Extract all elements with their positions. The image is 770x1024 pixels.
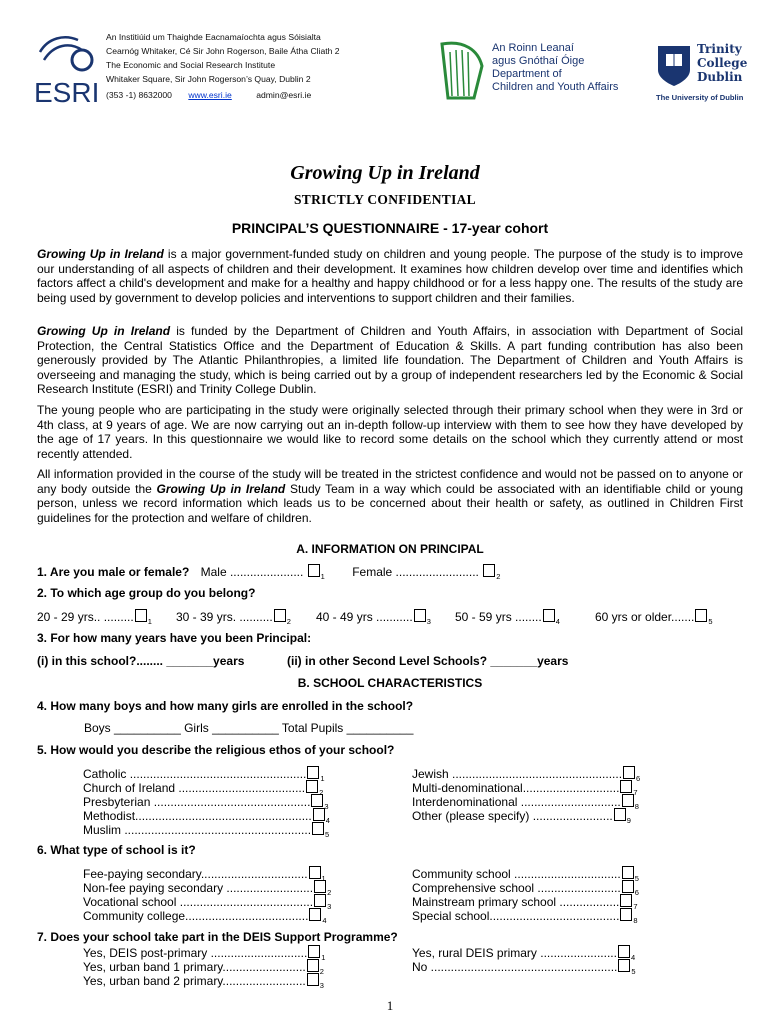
q6-option-label: Community college..................................... <box>83 909 309 923</box>
q2-option-label: 50 - 59 yrs ........ <box>455 610 542 624</box>
q6-option-label: Non-fee paying secondary .......................... <box>83 881 314 895</box>
option-code: 2 <box>319 967 324 976</box>
q7-option-label: No ........................................................ <box>412 960 618 974</box>
q6-option-label: Vocational school ........................................ <box>83 895 314 909</box>
questionnaire-title: PRINCIPAL’S QUESTIONNAIRE - 17-year cohort <box>231 220 549 236</box>
option-code: 7 <box>633 902 638 911</box>
esri-address <box>106 30 340 86</box>
q6-option-label: Comprehensive school ......................... <box>412 881 621 895</box>
intro-paragraph-1 <box>37 247 743 305</box>
q6-checkbox[interactable] <box>314 894 326 907</box>
esri-address-line: Whitaker Square, Sir John Rogerson’s Quay, Dublin 2 <box>106 74 311 84</box>
q7-checkbox[interactable] <box>307 959 319 972</box>
esri-address-line: Cearnóg Whitaker, Cé Sir John Rogerson, Baile Átha Cliath 2 <box>106 46 340 56</box>
q2-option <box>595 609 713 629</box>
option-code: 2 <box>496 572 501 581</box>
q5-checkbox[interactable] <box>307 766 319 779</box>
option-code: 3 <box>426 617 431 626</box>
q6-checkbox[interactable] <box>309 908 321 921</box>
option-code: 4 <box>555 617 560 626</box>
q5-option-label: Catholic ..................................................... <box>83 767 307 781</box>
option-code: 4 <box>630 953 636 962</box>
option-code: 6 <box>636 774 641 783</box>
q7-checkbox[interactable] <box>307 973 319 986</box>
q2-label: 2. To which age group do you belong? <box>37 586 256 600</box>
q6-option-label: Mainstream primary school .................. <box>412 895 620 909</box>
q2-checkbox[interactable] <box>543 609 555 622</box>
q4-label: 4. How many boys and how many girls are enrolled in the school? <box>37 699 414 713</box>
option-code: 1 <box>321 953 326 962</box>
q1-option-male: Male ...................... <box>200 565 304 579</box>
esri-logo <box>34 30 100 104</box>
q7-option-label: Yes, rural DEIS primary ....................... <box>412 946 617 960</box>
q2-option <box>176 609 291 629</box>
q6-option-label: Community school ................................ <box>412 867 621 881</box>
q1-label: 1. Are you male or female? <box>37 565 190 579</box>
q2-option <box>455 609 560 629</box>
option-code: 6 <box>634 888 639 897</box>
q2-checkbox[interactable] <box>135 609 147 622</box>
q5-option-label: Presbyterian ............................................... <box>83 795 311 809</box>
q5-label: 5. How would you describe the religious ethos of your school? <box>37 743 395 757</box>
tcd-subtitle: The University of Dublin <box>656 93 744 102</box>
q2-option-label: 60 yrs or older....... <box>595 610 695 624</box>
option-code: 4 <box>325 816 330 825</box>
esri-address-line: The Economic and Social Research Institute <box>106 60 276 70</box>
q2-option <box>37 609 152 629</box>
option-code: 3 <box>324 802 329 811</box>
q5-option-label: Methodist..................................................... <box>83 809 312 823</box>
study-name: Growing Up in Ireland <box>37 324 171 338</box>
dcya-line: Children and Youth Affairs <box>492 81 619 93</box>
option-code: 7 <box>633 788 638 797</box>
esri-phone: (353 -1) 8632000 <box>106 90 172 100</box>
esri-logo-text: ESRI <box>34 77 100 104</box>
option-code: 2 <box>319 788 324 797</box>
q5-option-label: Multi-denominational............................. <box>412 781 620 795</box>
q5-checkbox[interactable] <box>623 766 635 779</box>
q2-option-label: 30 - 39 yrs. .......... <box>176 610 273 624</box>
q1-row <box>37 564 500 584</box>
q5-checkbox[interactable] <box>306 780 318 793</box>
tcd-crest-icon <box>656 44 692 88</box>
q4-enrolment-line: Boys __________ Girls __________ Total Pupils __________ <box>84 721 414 735</box>
intro-paragraph-4 <box>37 467 743 525</box>
section-b-heading: B. SCHOOL CHARACTERISTICS <box>297 676 483 690</box>
q5-checkbox[interactable] <box>312 822 324 835</box>
option-code: 5 <box>325 830 330 839</box>
q7-checkbox[interactable] <box>618 959 630 972</box>
dcya-line: An Roinn Leanaí <box>492 42 574 54</box>
option-code: 5 <box>634 874 639 883</box>
q6-option-label: Special school....................................... <box>412 909 620 923</box>
intro-text: is funded by the Department of Children and Youth Affairs, in association with Department of Social Protection, the Central Statistics Office and the Department of Education & Skills. A part funding contribution has also been generously provided by The Atlantic Philanthropies, a limited life foundation. The Department of Children and Youth Affairs is overseeing and managing the study, which is being carried out by a group of independent researchers led by the Economic & Social Research Institute (ESRI) and Trinity College Dublin. <box>37 324 743 397</box>
q6-option <box>83 908 327 928</box>
q2-checkbox[interactable] <box>274 609 286 622</box>
q6-checkbox[interactable] <box>620 894 632 907</box>
q5-checkbox[interactable] <box>614 808 626 821</box>
q7-checkbox[interactable] <box>308 945 320 958</box>
q6-checkbox[interactable] <box>309 866 321 879</box>
q6-checkbox[interactable] <box>620 908 632 921</box>
q6-option <box>412 908 638 928</box>
q6-label: 6. What type of school is it? <box>37 843 196 857</box>
q2-option-label: 20 - 29 yrs.. ......... <box>37 610 134 624</box>
q6-checkbox[interactable] <box>622 866 634 879</box>
option-code: 1 <box>320 774 325 783</box>
intro-text: Study Team in a way which could be associated with an identifiable child or young person, unless we record information which leads us to be concerned about their health or safety, as outlined in Children First guidelines for the protection and welfare of children. <box>37 481 743 525</box>
q7-option-label: Yes, urban band 1 primary......................... <box>83 960 306 974</box>
q5-option-label: Church of Ireland ...................................... <box>83 781 306 795</box>
option-code: 8 <box>633 916 638 925</box>
q7-option <box>412 959 636 979</box>
esri-contact <box>106 90 311 100</box>
intro-paragraph-2 <box>37 324 743 397</box>
q3-label: 3. For how many years have you been Principal: <box>37 631 312 645</box>
option-code: 9 <box>626 816 631 825</box>
option-code: 5 <box>708 617 713 626</box>
option-code: 3 <box>327 902 332 911</box>
q7-option <box>83 973 324 993</box>
dcya-name <box>492 42 618 94</box>
esri-email: admin@esri.ie <box>256 90 312 100</box>
option-code: 8 <box>634 802 639 811</box>
confidential-label: STRICTLY CONFIDENTIAL <box>294 192 476 207</box>
section-a-heading: A. INFORMATION ON PRINCIPAL <box>296 542 484 556</box>
option-code: 1 <box>147 617 152 626</box>
study-name: Growing Up in Ireland <box>37 247 164 261</box>
esri-address-line: An Institiúid um Thaighde Eacnamaíochta agus Sóisialta <box>106 32 321 42</box>
page-number: 1 <box>386 998 394 1013</box>
q7-label: 7. Does your school take part in the DEIS Support Programme? <box>37 930 398 944</box>
q1-checkbox-male[interactable] <box>308 564 320 577</box>
q7-option-label: Yes, urban band 2 primary......................... <box>83 974 306 988</box>
q2-option <box>316 609 431 629</box>
intro-text: is a major government-funded study on children and young people. The purpose of the study is to improve our understanding of all aspects of children and their development. It examines how children develop over time and identifies which factors affect a child's development and make for a healthy and happy childhood or for a less happy one. The results of the study are being used by government to develop policies and interventions to support children and their families. <box>37 247 743 305</box>
q6-checkbox[interactable] <box>314 880 326 893</box>
q5-option-label: Jewish ................................................... <box>412 767 623 781</box>
q5-option <box>412 808 631 828</box>
esri-web-link[interactable]: www.esri.ie <box>188 90 232 100</box>
option-code: 2 <box>286 617 291 626</box>
tcd-line: Trinity <box>697 42 742 56</box>
option-code: 2 <box>327 888 332 897</box>
q5-checkbox[interactable] <box>620 780 632 793</box>
q1-option-female: Female ......................... <box>352 565 479 579</box>
q5-option <box>83 822 329 842</box>
option-code: 3 <box>319 981 324 990</box>
dcya-line: Department of <box>492 68 562 80</box>
q5-checkbox[interactable] <box>622 794 634 807</box>
q2-option-label: 40 - 49 yrs ........... <box>316 610 413 624</box>
q3-this-school: (i) in this school?........ _______years <box>37 654 245 668</box>
q6-option-label: Fee-paying secondary................................ <box>83 867 308 881</box>
tcd-name <box>697 42 747 84</box>
intro-text: All information provided in the course of the study will be treated in the strictest confidence and would not be passed on to anyone or any body outside the <box>37 467 743 496</box>
option-code: 4 <box>322 916 327 925</box>
q5-option-label: Interdenominational .............................. <box>412 795 621 809</box>
q2-checkbox[interactable] <box>695 609 707 622</box>
tcd-line: College <box>697 56 748 70</box>
q5-option-label: Muslim ........................................................ <box>83 823 312 837</box>
q5-checkbox[interactable] <box>313 808 325 821</box>
q1-checkbox-female[interactable] <box>483 564 495 577</box>
q6-checkbox[interactable] <box>622 880 634 893</box>
option-code: 5 <box>631 967 636 976</box>
dcya-line: agus Gnóthaí Óige <box>492 55 585 67</box>
study-name: Growing Up in Ireland <box>156 481 286 496</box>
tcd-line: Dublin <box>697 70 743 84</box>
q5-checkbox[interactable] <box>311 794 323 807</box>
q5-option-label: Other (please specify) ........................ <box>412 809 613 823</box>
q3-other-schools: (ii) in other Second Level Schools? _______years <box>287 654 569 668</box>
option-code: 1 <box>320 572 325 581</box>
q7-checkbox[interactable] <box>618 945 630 958</box>
q7-option-label: Yes, DEIS post-primary ............................. <box>83 946 308 960</box>
option-code: 1 <box>321 874 326 883</box>
intro-paragraph-3: The young people who are participating in the study were originally selected through their primary school when they were in 3rd or 4th class, at 9 years of age. We are now carrying out an in-depth follow-up interview with them to see how they have developed by the age of 17 years. In this questionnaire we would like to record some details on the school which they currently attend or most recently attended. <box>37 403 743 461</box>
q2-checkbox[interactable] <box>414 609 426 622</box>
page-title: Growing Up in Ireland <box>290 162 480 184</box>
